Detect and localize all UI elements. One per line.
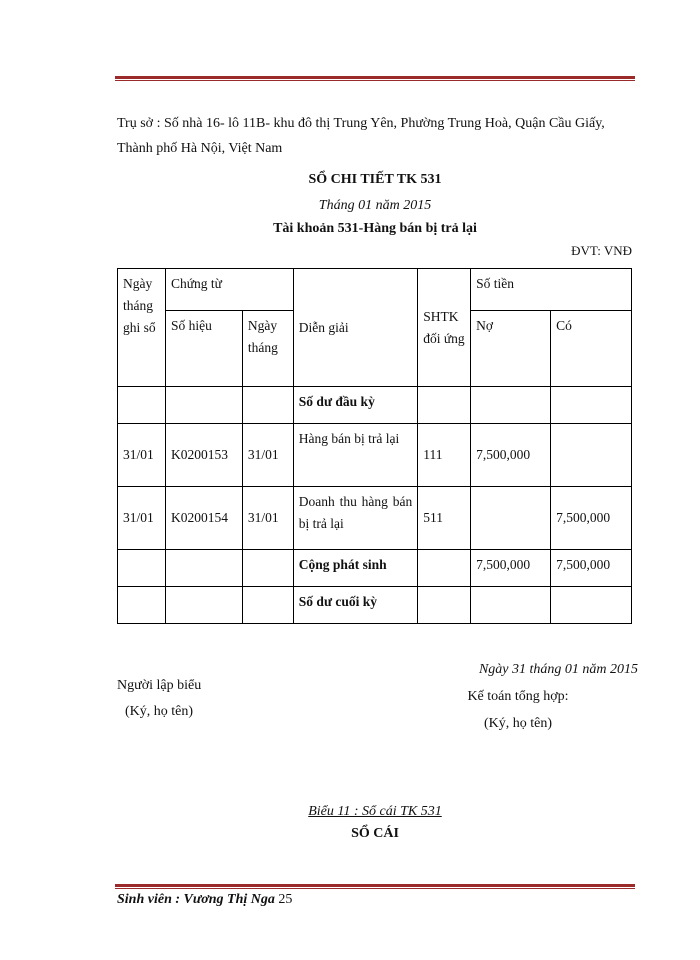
table-row: Cộng phát sinh 7,500,000 7,500,000 [118, 550, 632, 587]
header-voucher: Chứng từ [165, 269, 293, 311]
footer [117, 892, 292, 908]
page-number: 25 [278, 892, 293, 907]
closing-balance-label: Số dư cuối kỳ [293, 587, 417, 624]
accountant-note: (Ký, họ tên) [483, 716, 553, 731]
account-name: Tài khoản 531-Hàng bán bị trả lại [273, 221, 477, 236]
report-title: SỔ CHI TIẾT TK 531 [308, 172, 442, 187]
company-address: Trụ sở : Số nhà 16- lô 11B- khu đô thị Trung Yên, Phường Trung Hoà, Quận Cầu Giấy, Thành phố Hà Nội, Việt Nam [117, 116, 605, 156]
header-amount: Số tiền [471, 269, 632, 311]
ledger-caption: Biểu 11 : Sổ cái TK 531 [308, 804, 442, 819]
bottom-rule [115, 884, 635, 889]
table-row [118, 387, 632, 424]
top-rule [115, 76, 635, 81]
header-voucher-date: Ngày tháng [242, 311, 293, 387]
report-period: Tháng 01 năm 2015 [318, 198, 432, 213]
preparer-signature [117, 673, 201, 725]
currency-unit: ĐVT: VNĐ [571, 243, 632, 258]
header-date-recorded: Ngày tháng ghi sổ [118, 269, 166, 387]
opening-balance-label: Số dư đầu kỳ [293, 387, 417, 424]
header-voucher-no: Số hiệu [165, 311, 242, 387]
signature-date: Ngày 31 tháng 01 năm 2015 [478, 662, 638, 677]
ledger-title: SỔ CÁI [351, 826, 399, 841]
total-label: Cộng phát sinh [293, 550, 417, 587]
table-row: 31/01 K0200153 31/01 Hàng bán bị trả lại 111 7,500,000 [118, 424, 632, 487]
accountant-signature [398, 656, 638, 737]
accountant-label: Kế toán tổng hợp: [467, 689, 569, 704]
header-contra-account: SHTK đối ứng [418, 269, 471, 387]
preparer-note: (Ký, họ tên) [125, 704, 194, 719]
ledger-table [117, 268, 632, 624]
preparer-label: Người lập biểu [117, 678, 202, 693]
student-name: Sinh viên : Vương Thị Nga [117, 892, 275, 907]
table-row [118, 587, 632, 624]
header-credit: Có [551, 311, 632, 387]
header-debit: Nợ [471, 311, 551, 387]
header-description: Diễn giải [293, 269, 417, 387]
table-row: 31/01 K0200154 31/01 Doanh thu hàng bán bị trả lại 511 7,500,000 [118, 487, 632, 550]
